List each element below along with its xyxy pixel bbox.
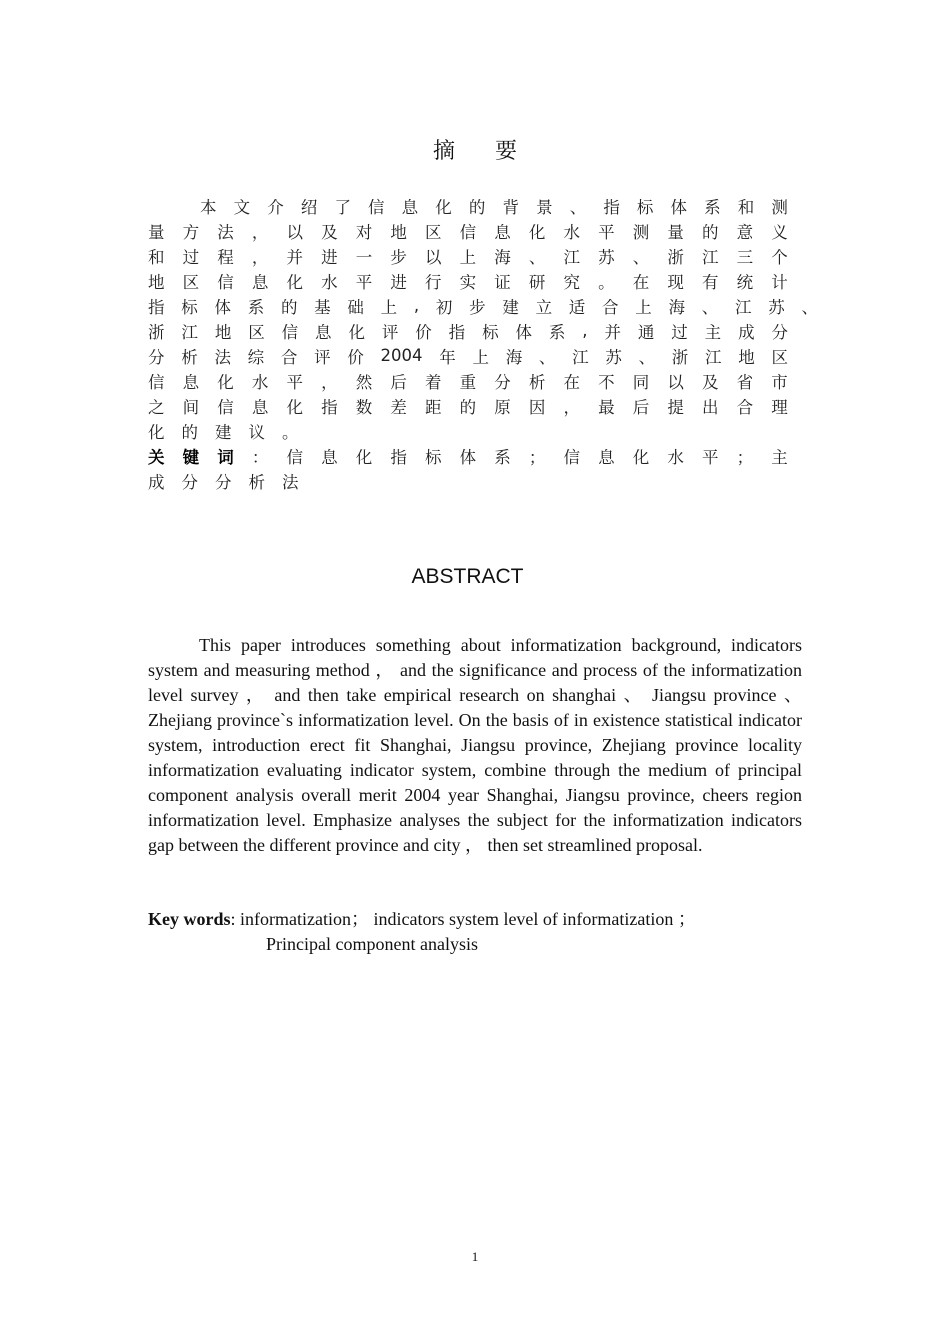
cn-char: 分 (494, 372, 511, 392)
title-char: 摘 (432, 139, 455, 164)
cn-char: 数 (355, 397, 373, 417)
cn-char: 化 (286, 272, 303, 292)
cn-char: 、 (701, 297, 719, 317)
cn-char: 析 (528, 372, 546, 392)
keywords-line-2: Principal component analysis (266, 934, 478, 954)
cn-char: 间 (182, 397, 200, 417)
cn-char: 有 (702, 272, 719, 292)
cn-char: 信 (217, 272, 234, 292)
cn-char: 、 (538, 347, 556, 367)
cn-char: 省 (736, 372, 754, 392)
cn-char: 的 (468, 197, 486, 217)
cn-char: 价 (415, 322, 432, 342)
cn-char: 出 (702, 397, 719, 417)
cn-keywords-label-char: 键 (182, 447, 200, 467)
cn-char: 系 (704, 197, 721, 217)
keywords-label: Key words (148, 909, 231, 929)
cn-char: 的 (181, 422, 198, 442)
cn-char: 统 (736, 272, 754, 292)
page-number: 1 (471, 1249, 479, 1264)
cn-char: 础 (347, 297, 364, 317)
cn-char: 进 (390, 272, 407, 292)
english-abstract-body: This paper introduces something about informatization background, indicators system and measuring method ， and the significance and process of the informatization level survey ， and then take empirical research on shanghai 、 Jiangsu province 、 Zhejiang province`s informatization level. On the basis of in existence statistical indicator system, introduction erect fit Shanghai, Jiangsu province, Zhejiang province locality informatization evaluating indicator system, combine through the medium of principal component analysis overall merit 2004 year Shanghai, Jiangsu province, cheers region informatization level. Emphasize analyses the subject for the informatization indicators gap between the different province and city ， then set streamlined proposal. (148, 635, 802, 855)
cn-char: 重 (459, 372, 477, 392)
cn-char: 后 (632, 397, 650, 417)
cn-char: 法 (282, 472, 299, 492)
cn-char: 究 (563, 272, 580, 292)
cn-char: 议 (248, 422, 265, 442)
cn-char: 信 (459, 222, 477, 242)
cn-char: 绍 (300, 197, 318, 217)
cn-char: 体 (214, 297, 231, 317)
cn-char: 同 (632, 372, 650, 392)
cn-char: 海 (505, 347, 523, 367)
cn-char: 文 (233, 197, 251, 217)
cn-char: 。 (598, 272, 615, 292)
cn-char: 并 (604, 322, 621, 342)
cn-char: 地 (738, 347, 755, 367)
cn-char: 本 (200, 197, 217, 217)
cn-char: 系 (548, 322, 566, 342)
cn-char: 年 (439, 347, 456, 367)
cn-char: 体 (459, 447, 477, 467)
cn-char: 距 (425, 397, 442, 417)
cn-line (148, 318, 788, 343)
cn-char: 浙 (667, 247, 684, 267)
cn-char: 息 (598, 447, 615, 467)
cn-char: 标 (425, 447, 442, 467)
cn-char: 系 (247, 297, 265, 317)
cn-char: 地 (214, 322, 232, 342)
cn-char: 指 (603, 197, 620, 217)
cn-char: 平 (355, 272, 373, 292)
cn-char: 、 (569, 197, 587, 217)
cn-char: 法 (217, 222, 234, 242)
cn-char: 步 (469, 297, 486, 317)
cn-char: 后 (390, 372, 407, 392)
cn-keywords-line-2 (148, 468, 788, 493)
cn-char: 指 (390, 447, 407, 467)
cn-char: 研 (528, 272, 546, 292)
cn-char: ， (563, 397, 580, 417)
cn-char: 一 (355, 247, 373, 267)
cn-char: 化 (148, 422, 165, 442)
cn-char: 化 (632, 447, 650, 467)
cn-char: 测 (771, 197, 788, 217)
cn-char: 行 (425, 272, 442, 292)
cn-char: 评 (381, 322, 399, 342)
cn-char: 化 (528, 222, 546, 242)
cn-char: 评 (314, 347, 331, 367)
cn-char: 提 (667, 397, 684, 417)
cn-char: 初 (435, 297, 453, 317)
cn-char: 化 (348, 322, 365, 342)
cn-char: ， (251, 222, 269, 242)
cn-char: 合 (280, 347, 298, 367)
cn-char: 指 (148, 297, 165, 317)
cn-char: 2004 (380, 346, 423, 365)
cn-char: 以 (286, 222, 303, 242)
cn-char: 成 (148, 472, 165, 492)
cn-char: 水 (563, 222, 580, 242)
cn-char: 及 (321, 222, 338, 242)
cn-char: 区 (771, 347, 788, 367)
english-keywords (148, 907, 802, 957)
cn-line (148, 218, 788, 243)
cn-char: 个 (771, 247, 788, 267)
cn-char: 信 (368, 197, 385, 217)
cn-char: 水 (667, 447, 684, 467)
cn-char: 江 (181, 322, 198, 342)
cn-char: 区 (425, 222, 442, 242)
cn-keywords-label-char: 关 (148, 447, 165, 467)
cn-char: 对 (355, 222, 373, 242)
cn-char: 海 (668, 297, 685, 317)
cn-char: 信 (217, 397, 234, 417)
cn-char: 差 (390, 397, 407, 417)
cn-char: 信 (148, 372, 165, 392)
cn-char: 标 (181, 297, 198, 317)
cn-char: 、 (632, 247, 650, 267)
cn-char: 介 (267, 197, 284, 217)
cn-char: 系 (494, 447, 511, 467)
cn-char: 计 (771, 272, 788, 292)
cn-char: 浙 (671, 347, 689, 367)
cn-line (148, 268, 788, 293)
cn-char: 意 (736, 222, 754, 242)
cn-char: 着 (425, 372, 442, 392)
cn-char: 并 (286, 247, 303, 267)
cn-char: 分 (148, 347, 165, 367)
cn-char: 在 (632, 272, 650, 292)
title-char: 要 (495, 139, 518, 164)
cn-char: 、 (638, 347, 656, 367)
cn-char: 息 (251, 272, 269, 292)
cn-char: 信 (563, 447, 580, 467)
cn-char: 息 (494, 222, 511, 242)
cn-char: 以 (667, 372, 684, 392)
cn-char: 息 (321, 447, 338, 467)
cn-line (148, 418, 788, 443)
cn-char: 海 (494, 247, 511, 267)
cn-char: 化 (435, 197, 452, 217)
cn-char: 江 (572, 347, 589, 367)
cn-char: 江 (705, 347, 722, 367)
cn-line (148, 193, 788, 218)
cn-char: 苏 (605, 347, 622, 367)
cn-char: 建 (502, 297, 519, 317)
cn-char: 苏 (768, 297, 785, 317)
cn-char: 水 (251, 372, 269, 392)
cn-char: 体 (515, 322, 532, 342)
cn-char: 证 (494, 272, 511, 292)
cn-line (148, 368, 788, 393)
cn-char: 的 (459, 397, 477, 417)
cn-char: 、 (528, 247, 546, 267)
cn-line (148, 243, 788, 268)
cn-char: 平 (598, 222, 615, 242)
cn-char: 背 (502, 197, 519, 217)
cn-char: 标 (482, 322, 499, 342)
cn-char: 江 (702, 247, 719, 267)
cn-char: 析 (181, 347, 198, 367)
cn-line (148, 343, 788, 368)
cn-char: 步 (390, 247, 407, 267)
cn-char: ； (736, 447, 754, 467)
cn-char: 测 (632, 222, 650, 242)
cn-char: 化 (286, 397, 303, 417)
cn-char: 地 (148, 272, 165, 292)
cn-char: 分 (771, 322, 788, 342)
cn-char: 然 (355, 372, 373, 392)
cn-char: ， (321, 372, 338, 392)
cn-char: 江 (563, 247, 580, 267)
cn-char: 。 (282, 422, 299, 442)
cn-line (148, 393, 788, 418)
cn-char: 合 (602, 297, 619, 317)
cn-char: 合 (736, 397, 754, 417)
cn-char: 平 (702, 447, 719, 467)
cn-char: 息 (251, 397, 269, 417)
cn-char: 上 (635, 297, 652, 317)
cn-char: 在 (563, 372, 580, 392)
cn-char: 程 (217, 247, 234, 267)
cn-char: 理 (771, 397, 788, 417)
cn-char: 量 (667, 222, 684, 242)
cn-char: 苏 (598, 247, 615, 267)
cn-char: 方 (182, 222, 200, 242)
cn-char: 标 (636, 197, 654, 217)
cn-char: 江 (734, 297, 752, 317)
cn-char: , (582, 321, 588, 340)
cn-char: 进 (321, 247, 338, 267)
cn-char: 通 (637, 322, 655, 342)
cn-char: 、 (801, 297, 818, 317)
cn-char: 建 (215, 422, 232, 442)
cn-char: 上 (380, 297, 398, 317)
english-abstract-title: ABSTRACT (411, 565, 524, 588)
cn-char: 价 (347, 347, 364, 367)
cn-char: 平 (286, 372, 303, 392)
cn-char: 立 (535, 297, 553, 317)
cn-char: 区 (248, 322, 265, 342)
cn-char: 景 (536, 197, 553, 217)
cn-char: 的 (702, 222, 719, 242)
cn-char: 上 (459, 247, 477, 267)
cn-line (148, 293, 818, 318)
cn-char: 指 (321, 397, 338, 417)
cn-char: 量 (148, 222, 165, 242)
cn-char: 综 (247, 347, 265, 367)
keywords-line-1: : informatization； indicators system level of informatization ； (230, 909, 696, 929)
cn-char: 信 (286, 447, 303, 467)
cn-char: 过 (671, 322, 688, 342)
cn-char: 和 (737, 197, 755, 217)
cn-char: 以 (425, 247, 442, 267)
cn-char: 原 (494, 397, 511, 417)
cn-char: 适 (568, 297, 586, 317)
cn-char: 主 (704, 322, 722, 342)
chinese-abstract-title (0, 134, 950, 165)
cn-char: 息 (401, 197, 419, 217)
chinese-abstract-body (148, 193, 823, 493)
cn-char: 因 (528, 397, 546, 417)
cn-char: 市 (771, 372, 788, 392)
cn-char: 及 (702, 372, 719, 392)
cn-keywords-line (148, 443, 788, 468)
cn-char: 分 (181, 472, 198, 492)
cn-char: 的 (280, 297, 298, 317)
cn-char: 最 (598, 397, 615, 417)
cn-char: 三 (736, 247, 754, 267)
cn-keywords-label-char: 词 (217, 447, 234, 467)
cn-char: 化 (217, 372, 234, 392)
cn-char: 主 (771, 447, 788, 467)
cn-char: 不 (598, 372, 615, 392)
cn-char: 基 (314, 297, 331, 317)
cn-char: 上 (472, 347, 489, 367)
cn-char: 分 (215, 472, 232, 492)
cn-char: ； (528, 447, 546, 467)
cn-char: 析 (248, 472, 265, 492)
cn-char: 成 (738, 322, 755, 342)
cn-char: 化 (355, 447, 373, 467)
cn-char: 实 (459, 272, 477, 292)
cn-char: ： (251, 447, 269, 467)
cn-char: 之 (148, 397, 165, 417)
cn-char: ， (251, 247, 269, 267)
cn-char: 法 (214, 347, 231, 367)
cn-char: 地 (390, 222, 407, 242)
cn-char: 体 (670, 197, 688, 217)
cn-char: 现 (667, 272, 684, 292)
cn-char: 区 (182, 272, 200, 292)
cn-char: 了 (334, 197, 351, 217)
cn-char: 义 (771, 222, 788, 242)
cn-char: 水 (321, 272, 338, 292)
cn-char: 过 (182, 247, 200, 267)
cn-char: 指 (448, 322, 466, 342)
cn-char: , (413, 296, 420, 315)
cn-char: 浙 (148, 322, 165, 342)
cn-char: 息 (315, 322, 332, 342)
cn-char: 信 (281, 322, 299, 342)
cn-char: 息 (182, 372, 200, 392)
cn-char: 和 (148, 247, 165, 267)
